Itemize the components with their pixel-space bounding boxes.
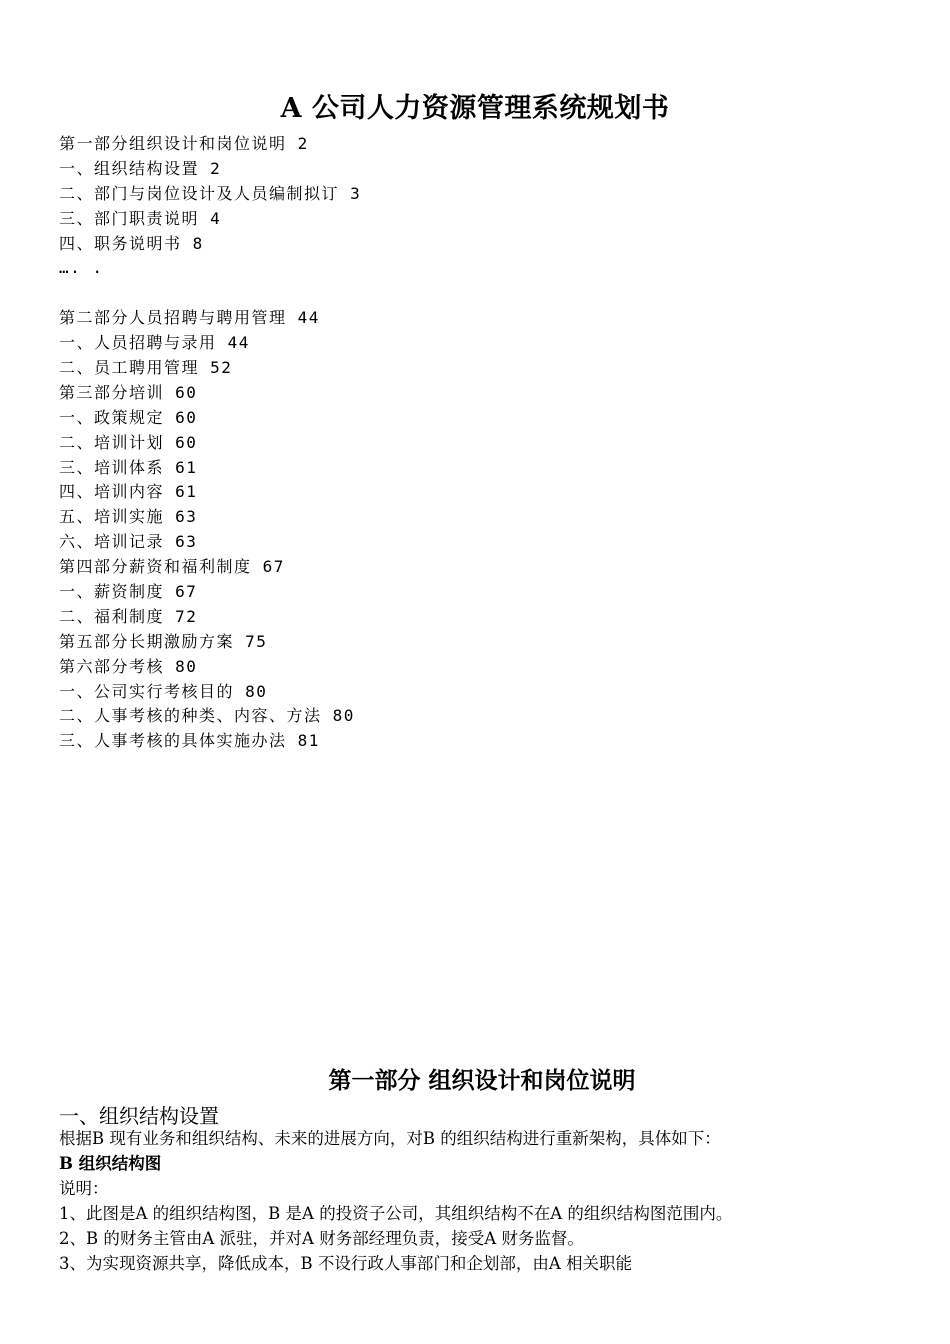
- table-of-contents: [59, 132, 659, 754]
- toc-entry[interactable]: 第五部分长期激励方案 75: [59, 631, 268, 651]
- body-text: [59, 1126, 919, 1276]
- document-title: A 公司人力资源管理系统规划书: [280, 93, 670, 124]
- toc-entry[interactable]: 第一部分组织设计和岗位说明 2: [59, 134, 309, 153]
- subsection-heading: 一、组织结构设置: [59, 1104, 219, 1128]
- note-item: 3、为实现资源共享，降低成本，B 不设行政人事部门和企划部，由A 相关职能: [59, 1254, 633, 1273]
- toc-entry[interactable]: 三、部门职责说明 4: [59, 208, 222, 228]
- toc-entry[interactable]: 第二部分人员招聘与聘用管理 44: [59, 308, 320, 328]
- toc-entry[interactable]: 四、职务说明书 8: [59, 233, 204, 253]
- toc-entry[interactable]: 二、人事考核的种类、内容、方法 80: [59, 706, 355, 726]
- toc-entry[interactable]: 二、福利制度 72: [59, 606, 198, 626]
- toc-entry[interactable]: 一、薪资制度 67: [59, 582, 198, 602]
- note-label: 说明：: [59, 1179, 109, 1198]
- toc-entry[interactable]: 第三部分培训 60: [59, 382, 198, 402]
- toc-entry[interactable]: 一、组织结构设置 2: [59, 158, 222, 178]
- toc-entry[interactable]: 六、培训记录 63: [59, 532, 198, 552]
- intro-paragraph: 根据B 现有业务和组织结构、未来的进展方向，对B 的组织结构进行重新架构，具体如下：: [59, 1129, 721, 1148]
- chart-caption: B 组织结构图: [59, 1154, 162, 1173]
- toc-entry[interactable]: 一、公司实行考核目的 80: [59, 681, 268, 701]
- toc-entry[interactable]: 一、人员招聘与录用 44: [59, 333, 250, 353]
- toc-entry[interactable]: 一、政策规定 60: [59, 407, 198, 427]
- toc-entry[interactable]: 五、培训实施 63: [59, 507, 198, 527]
- toc-entry[interactable]: 第六部分考核 80: [59, 656, 198, 676]
- note-item: 2、B 的财务主管由A 派驻，并对A 财务部经理负责，接受A 财务监督。: [59, 1229, 584, 1248]
- toc-entry[interactable]: 二、员工聘用管理 52: [59, 358, 233, 378]
- toc-entry[interactable]: 第四部分薪资和福利制度 67: [59, 557, 285, 577]
- toc-entry[interactable]: 三、培训体系 61: [59, 457, 198, 477]
- toc-entry[interactable]: 四、培训内容 61: [59, 482, 198, 502]
- toc-spacer: [59, 281, 659, 306]
- note-item: 1、此图是A 的组织结构图，B 是A 的投资子公司，其组织结构不在A 的组织结构图范围内。: [59, 1204, 733, 1223]
- toc-entry[interactable]: 二、部门与岗位设计及人员编制拟订 3: [59, 183, 362, 203]
- section-heading: 第一部分 组织设计和岗位说明: [328, 1068, 636, 1094]
- toc-entry[interactable]: 三、人事考核的具体实施办法 81: [59, 731, 320, 751]
- toc-entry[interactable]: 二、培训计划 60: [59, 432, 198, 452]
- toc-ellipsis: …. .: [59, 258, 104, 278]
